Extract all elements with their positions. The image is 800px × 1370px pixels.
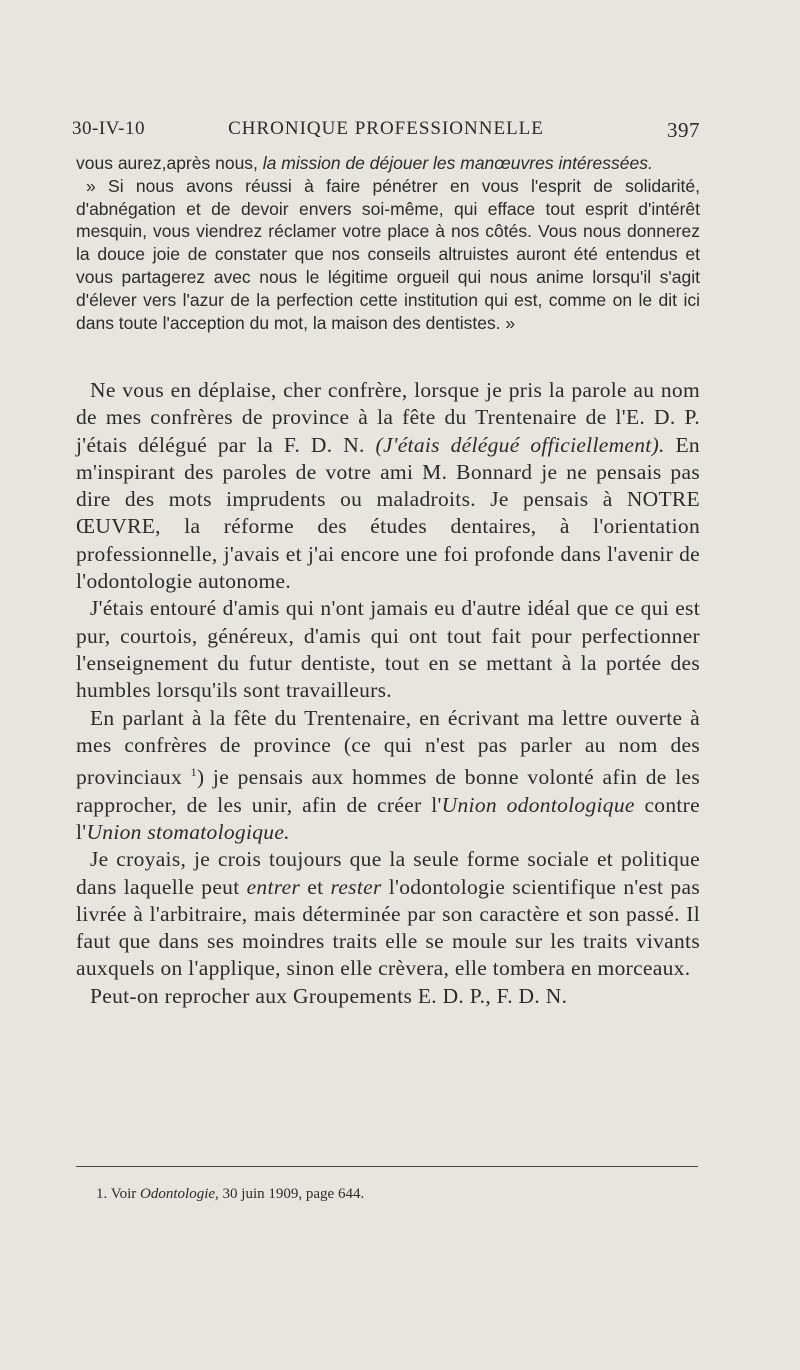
- text-span: l'odontologie scientifique n'est pas livrée à l'arbitraire, mais déterminée par son caractère et son passé. Il faut que dans ses moindres traits elle se moule sur les traits vivants auxquels on l'applique, sinon elle crèvera, elle tombera en morceaux.: [76, 874, 700, 981]
- quoted-passage: [76, 152, 700, 334]
- header-date: 30-IV-10: [72, 118, 145, 139]
- footnote-italic: Odontologie: [140, 1186, 216, 1202]
- quote-paragraph: » Si nous avons réussi à faire pénétrer en vous l'esprit de solidarité, d'abnégation et de devoir envers soi-même, qui efface tout esprit d'intérêt mesquin, vous viendrez réclamer votre place à nos côtés. Vous nous donnerez la douce joie de constater que nos conseils altruistes auront été entendus et vous partagerez avec nous le légitime orgueil qui nous anime lorsqu'il s'agit d'élever vers l'azur de la perfection cette institution qui est, comme on le dit ici dans toute l'acception du mot, la maison des dentistes. »: [76, 175, 700, 333]
- footnote-divider: [76, 1166, 698, 1167]
- footnote: [96, 1186, 696, 1203]
- footnote-ref: 1: [190, 765, 197, 780]
- text-span: En parlant à la fête du Trentenaire, en écrivant ma lettre ouverte à mes confrères de province (ce qui n'est pas parler au nom des provinciaux: [76, 705, 700, 790]
- paragraph-2: J'étais entouré d'amis qui n'ont jamais eu d'autre idéal que ce qui est pur, courtois, généreux, d'amis qui ont tout fait pour perfectionner l'enseignement du futur dentiste, tout en se mettant à la portée des humbles lorsqu'ils sont travailleurs.: [76, 596, 700, 703]
- text-span: et: [300, 874, 331, 899]
- italic-span: Union stomatologique.: [86, 819, 290, 844]
- header-title: CHRONIQUE PROFESSIONNELLE: [228, 118, 544, 139]
- quote-italic: la mission de déjouer les manœuvres intéressées.: [262, 153, 653, 173]
- paragraph-5: Peut-on reprocher aux Groupements E. D. P., F. D. N.: [90, 983, 568, 1008]
- footnote-text: , 30 juin 1909, page 644.: [215, 1186, 365, 1202]
- text-span: En m'inspirant des paroles de votre ami M. Bonnard je ne pensais pas dire des mots imprudents ou maladroits. Je pensais à NOTRE ŒUVRE, la réforme des études dentaires, à l'orientation professionnelle, j'avais et j'ai encore une foi profonde dans l'avenir de l'odontologie autonome.: [76, 432, 700, 594]
- text-span: contre l': [76, 792, 700, 844]
- quote-text: vous aurez,après nous,: [76, 153, 263, 173]
- body-text: [76, 377, 700, 1010]
- quote-line-1: [76, 152, 700, 175]
- italic-span: rester: [330, 874, 382, 899]
- italic-span: (J'étais délégué officiellement).: [375, 432, 665, 457]
- italic-span: Union odontologique: [441, 792, 635, 817]
- text-span: ) je pensais aux hommes de bonne volonté afin de les rapprocher, de les unir, afin de créer l': [76, 765, 700, 817]
- footnote-text: Voir: [107, 1186, 141, 1202]
- paragraph-4: [76, 846, 700, 982]
- running-header: [72, 118, 700, 148]
- paragraph-1: [76, 377, 700, 595]
- paragraph-3: [76, 705, 700, 847]
- text-span: Ne vous en déplaise, cher confrère, lorsque je pris la parole au nom de mes confrères de province à la fête du Trentenaire de l'E. D. P. j'étais délégué par la F. D. N.: [76, 378, 700, 457]
- page-number: 397: [667, 118, 700, 142]
- text-span: Je croyais, je crois toujours que la seule forme sociale et politique dans laquelle peut: [76, 847, 700, 899]
- footnote-number: 1.: [96, 1186, 108, 1202]
- italic-span: entrer: [246, 874, 301, 899]
